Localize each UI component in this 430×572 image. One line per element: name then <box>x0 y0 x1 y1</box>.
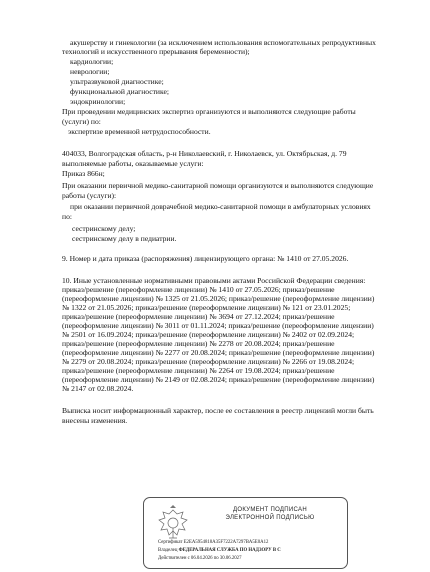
text-line: (переоформление лицензии) № 2149 от 02.08.2024; приказ/решение (переоформление лицензии) <box>62 375 375 384</box>
text-line: неврологии; <box>70 67 110 76</box>
coat-of-arms-icon <box>153 504 193 544</box>
text-line: № 2147 от 02.08.2024. <box>62 384 134 393</box>
text-line: (переоформление лицензии) № 1325 от 21.05.2026; приказ/решение (переоформление лицензии) <box>62 294 375 303</box>
text-line: по: <box>62 212 72 221</box>
certificate-line <box>158 540 268 546</box>
certificate-value: E2EA5954818A35F7222A7297BA5E0A12 <box>183 540 269 545</box>
text-line: сестринскому делу в педиатрии. <box>72 234 177 243</box>
text-line: сестринскому делу; <box>72 224 136 233</box>
text-line: экспертизе временной нетрудоспособности. <box>68 127 211 136</box>
text-line: функциональной диагностике; <box>70 87 169 96</box>
text-line: (услуги) по: <box>62 117 101 126</box>
certificate-label: Сертификат <box>158 540 183 545</box>
owner-label: Владелец <box>158 548 178 553</box>
text-line: акушерству и гинекологии (за исключением использования вспомогательных репродуктивных <box>70 38 376 47</box>
text-line: № 1322 от 21.05.2026; приказ/решение (переоформление лицензии) № 121 от 23.01.2025; <box>62 303 351 312</box>
stamp-title-line: ЭЛЕКТРОННОЙ ПОДПИСЬЮ <box>225 515 315 521</box>
text-line: приказ/решение (переоформление лицензии) № 1410 от 27.05.2026; приказ/решение <box>62 285 335 294</box>
validity-line: Действителен с 06.04.2026 по 30.06.2027 <box>158 556 242 561</box>
text-line: ультразвуковой диагностике; <box>70 77 164 86</box>
order-number-line: 9. Номер и дата приказа (распоряжения) лицензирующего органа: № 1410 от 27.05.2026. <box>62 254 349 263</box>
text-line: приказ/решение (переоформление лицензии) № 2264 от 19.08.2024; приказ/решение <box>62 366 335 375</box>
stamp-title-line: ДОКУМЕНТ ПОДПИСАН <box>233 507 307 513</box>
text-line: № 2501 от 16.09.2024; приказ/решение (переоформление лицензии) № 2402 от 02.09.2024; <box>62 330 355 339</box>
text-line: Приказ 866н; <box>62 169 105 178</box>
stamp-title <box>200 506 340 522</box>
text-line: эндокринологии; <box>70 97 126 106</box>
owner-line <box>158 548 281 554</box>
owner-value: ФЕДЕРАЛЬНАЯ СЛУЖБА ПО НАДЗОРУ В С <box>178 548 281 553</box>
text-line: 10. Иные установленные нормативными правовыми актами Российской Федерации сведения: <box>62 276 366 285</box>
address-line: 404033, Волгоградская область, р-н Николаевский, г. Николаевск, ул. Октябрьская, д. 79 <box>62 149 347 158</box>
text-line: при оказании первичной доврачебной медико-санитарной помощи в амбулаторных условиях <box>70 202 371 211</box>
text-line: технологий и искусственного прерывания беременности); <box>62 47 250 56</box>
text-line: приказ/решение (переоформление лицензии) № 2278 от 20.08.2024; приказ/решение <box>62 339 335 348</box>
disclaimer-line: Выписка носит информационный характер, после ее составления в реестр лицензий могли быть <box>62 406 374 415</box>
text-line: выполняемые работы, оказываемые услуги: <box>62 159 204 168</box>
text-line: При проведении медицинских экспертиз организуются и выполняются следующие работы <box>62 107 356 116</box>
text-line: При оказании первичной медико-санитарной помощи организуются и выполняются следующие <box>62 181 374 190</box>
text-line: приказ/решение (переоформление лицензии) № 3694 от 27.12.2024; приказ/решение <box>62 312 335 321</box>
text-line: № 2279 от 20.08.2024; приказ/решение (переоформление лицензии) № 2266 от 19.08.2024; <box>62 357 355 366</box>
text-line: (переоформление лицензии) № 2277 от 20.08.2024; приказ/решение (переоформление лицензии) <box>62 348 375 357</box>
text-line: кардиологии; <box>70 57 114 66</box>
disclaimer-line: внесены изменения. <box>62 416 128 425</box>
text-line: работы (услуги): <box>62 191 117 200</box>
electronic-signature-stamp <box>143 497 348 569</box>
text-line: (переоформление лицензии) № 3011 от 01.11.2024; приказ/решение (переоформление лицензии) <box>62 321 374 330</box>
